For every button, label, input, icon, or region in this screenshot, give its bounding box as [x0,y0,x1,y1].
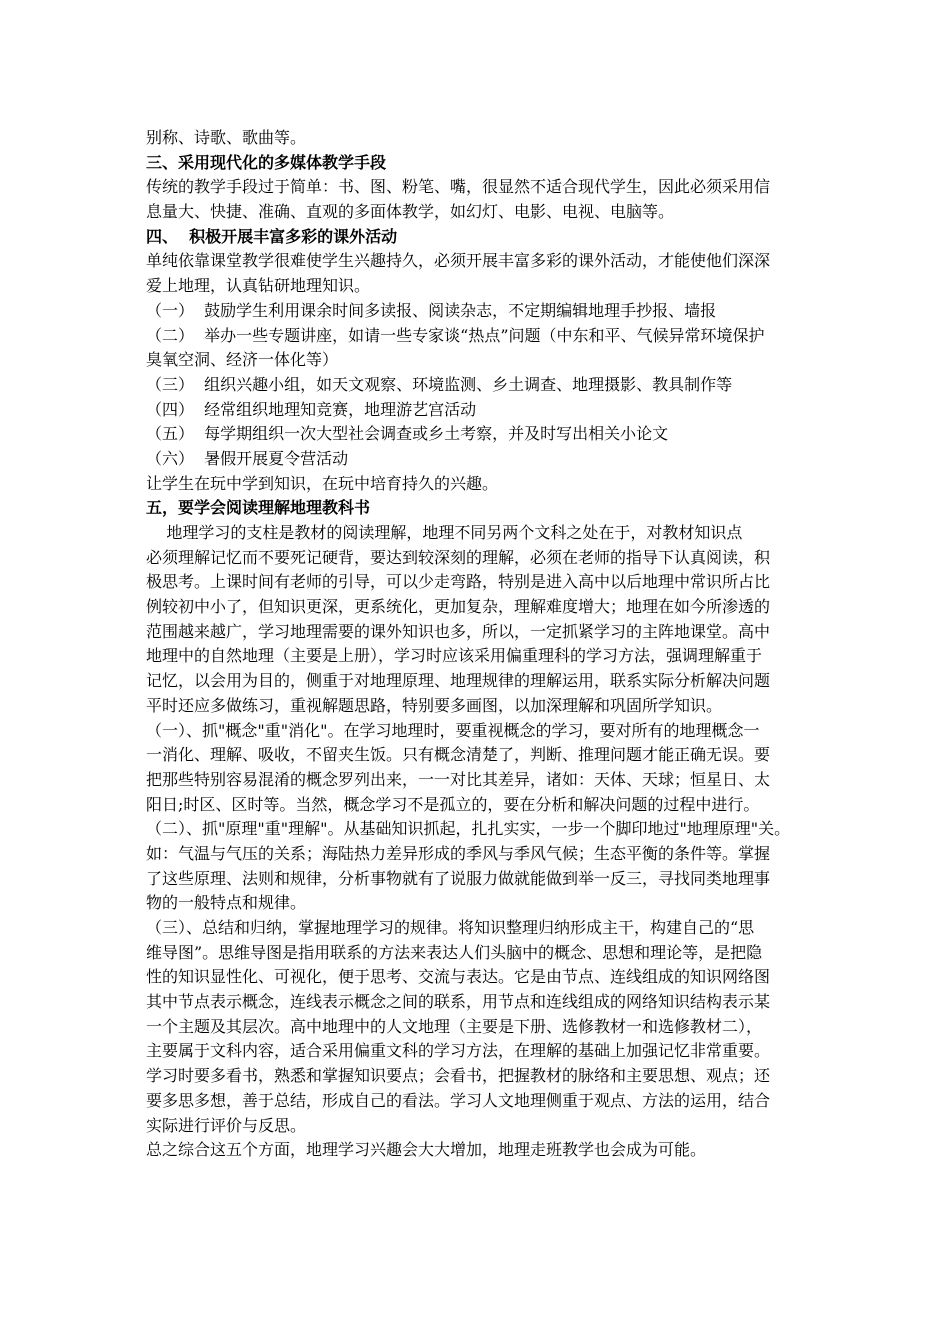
text-line: 把那些特别容易混淆的概念罗列出来，一一对比其差异，诸如：天体、天球；恒星日、太 [146,769,771,789]
text-line: 别称、诗歌、歌曲等。 [146,128,307,147]
list-item: （四） 经常组织地理知竞赛，地理游艺宫活动 [146,399,477,419]
text-line: 阳日;时区、区时等。当然，概念学习不是孤立的，要在分析和解决问题的过程中进行。 [146,794,760,814]
document-body [146,126,826,1163]
text-line: 极思考。上课时间有老师的引导，可以少走弯路，特别是进入高中以后地理中常识所占比 [146,572,771,592]
text-line: 记忆，以会用为目的，侧重于对地理原理、地理规律的理解运用，联系实际分析解决问题 [146,671,771,691]
text-line: 一个主题及其层次。高中地理中的人文地理（主要是下册、选修教材一和选修教材二）， [146,1016,763,1036]
text-line: 地理学习的支柱是教材的阅读理解，地理不同另两个文科之处在于，对教材知识点 [146,523,743,542]
section-heading: 三、采用现代化的多媒体教学手段 [146,152,387,172]
text-line: 让学生在玩中学到知识，在玩中培育持久的兴趣。 [146,473,499,493]
text-line: 范围越来越广，学习地理需要的课外知识也多，所以，一定抓紧学习的主阵地课堂。高中 [146,621,771,641]
text-line: 实际进行评价与反思。 [146,1115,307,1135]
text-line: 平时还应多做练习，重视解题思路，特别要多画图，以加深理解和巩固所学知识。 [146,695,723,715]
list-item: （六） 暑假开展夏令营活动 [146,448,349,468]
text-line: 其中节点表示概念，连线表示概念之间的联系，用节点和连线组成的网络知识结构表示某 [146,992,771,1012]
text-line: 主要属于文科内容，适合采用偏重文科的学习方法，在理解的基础上加强记忆非常重要。 [146,1041,771,1061]
text-line: 传统的教学手段过于简单：书、图、粉笔、嘴，很显然不适合现代学生，因此必须采用信 [146,177,771,197]
text-line: 息量大、快捷、准确、直观的多面体教学，如幻灯、电影、电视、电脑等。 [146,202,675,222]
text-line: 要多思多想，善于总结，形成自己的看法。学习人文地理侧重于观点、方法的运用，结合 [146,1090,771,1110]
list-item: （一） 鼓励学生利用课余时间多读报、阅读杂志，不定期编辑地理手抄报、墙报 [146,300,717,320]
text-line: 学习时要多看书，熟悉和掌握知识要点；会看书，把握教材的脉络和主要思想、观点；还 [146,1066,771,1086]
text-line: 地理中的自然地理（主要是上册），学习时应该采用偏重理科的学习方法，强调理解重于 [146,646,763,666]
text-line: 单纯依靠课堂教学很难使学生兴趣持久，必须开展丰富多彩的课外活动，才能使他们深深 [146,251,771,271]
text-line: （一）、抓"概念"重"消化"。在学习地理时，要重视概念的学习，要对所有的地理概念一 [146,720,760,740]
list-item: （二） 举办一些专题讲座，如请一些专家谈“热点”问题（中东和平、气候异常环境保护 [146,325,765,345]
text-line: 性的知识显性化、可视化，便于思考、交流与表达。它是由节点、连线组成的知识网络图 [146,967,771,987]
text-line: 必须理解记忆而不要死记硬背，要达到较深刻的理解，必须在老师的指导下认真阅读，积 [146,547,771,567]
text-line: 维导图”。思维导图是指用联系的方法来表达人们头脑中的概念、思想和理论等，是把隐 [146,942,763,962]
text-line: 一消化、理解、吸收，不留夹生饭。只有概念清楚了，判断、推理问题才能正确无误。要 [146,745,771,765]
text-line: 爱上地理，认真钻研地理知识。 [146,276,371,296]
text-line: 了这些原理、法则和规律，分析事物就有了说服力做就能做到举一反三，寻找同类地理事 [146,868,771,888]
section-heading: 四、 积极开展丰富多彩的课外活动 [146,226,398,246]
text-line: 总之综合这五个方面，地理学习兴趣会大大增加，地理走班教学也会成为可能。 [146,1140,707,1160]
text-line: 臭氧空洞、经济一体化等） [146,350,339,370]
text-line: 如：气温与气压的关系；海陆热力差异形成的季风与季风气候；生态平衡的条件等。掌握 [146,843,771,863]
text-line: 物的一般特点和规律。 [146,893,307,913]
list-item: （三） 组织兴趣小组，如天文观察、环境监测、乡土调查、地理摄影、教具制作等 [146,374,733,394]
text-line: （三）、总结和归纳，掌握地理学习的规律。将知识整理归纳形成主干，构建自己的“思 [146,918,755,937]
text-line: （二）、抓"原理"重"理解"。从基础知识抓起，扎扎实实，一步一个脚印地过"地理原理"关。 [146,819,791,839]
section-heading: 五，要学会阅读理解地理教科书 [146,498,371,518]
text-line: 例较初中小了，但知识更深，更系统化，更加复杂，理解难度增大；地理在如今所渗透的 [146,597,771,617]
list-item: （五） 每学期组织一次大型社会调查或乡土考察，并及时写出相关小论文 [146,424,669,444]
